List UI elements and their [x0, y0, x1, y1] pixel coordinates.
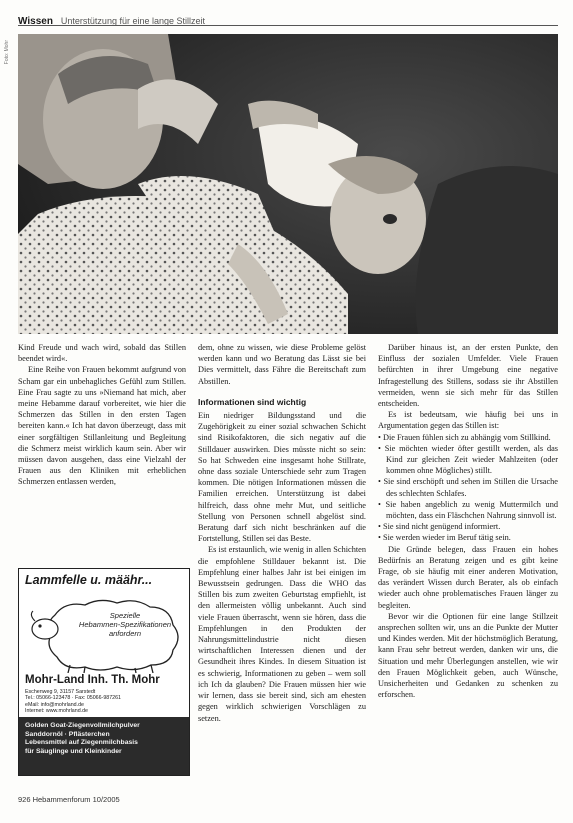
advertisement[interactable] [18, 568, 190, 776]
article-column-2 [198, 342, 366, 724]
mother-baby-photo [18, 34, 558, 334]
paragraph: Die Gründe belegen, dass Frauen ein hohes Bedürfnis an Beratung zeigen und es gibt keine Frage, ob sie häufig mit einer anderen Motivation, das verändert Wissen durch Berater, als ob einfach wieder auch ohne problematisches Frauen länger zu begleiten. [378, 544, 558, 610]
contact-website[interactable]: Internet: www.mohrland.de [25, 707, 89, 714]
paragraph: Ein niedriger Bildungsstand und die Zugehörigkeit zu einer sozial schwachen Schicht sind Risikofaktoren, die sich negativ auf die Stilldauer auswirken. Dies müsste nicht so sein: So hat Schweden eine insgesamt hohe Stillrate, ohne dass soziale Unterschiede sehr zum Tragen kommen. Die nötigen Informationen müssen die Familien erreichen. Unterstützung ist dabei hilfreich, dass ohne mehr Mut, und seitliche Stellung von Personen schnell abgelöst sind. Beratung darf sich nicht beschränken auf die Fortstellung, Stillen sei das Beste. [198, 411, 366, 544]
paragraph: Eine Reihe von Frauen bekommt aufgrund von Scham gar ein unbehagliches Gefühl zum Stillen. Eine Frau sagte zu uns »Niemand hat mich, aber meine Hebamme darauf vorbereitet, wie hier die Schmerzen das Stillen in den ersten Tagen bereiten kann.« Ich hat davon überzeugt, dass mit einer sorgfältigen Stillanleitung und Begleitung die Schmerz meist wirklich kaum sein. Aber wir müssen davon ausgehen, dass eine Vielzahl der Frauen aus den Kliniken mit erheblichen Schmerzen entlassen werden, [18, 365, 186, 487]
list-item: • Sie sind erschöpft und sehen im Stillen die Ursache des schlechten Schlafes. [378, 476, 558, 498]
contact-address: Eschenweg 9, 31157 Sarstedt [25, 689, 96, 695]
article-column-3 [378, 342, 558, 701]
paragraph: Kind Freude und wach wird, sobald das Stillen beendet wird«. [18, 343, 186, 364]
subheading: Informationen sind wichtig [198, 396, 307, 407]
list-item: • Sie möchten wieder öfter gestillt werden, als das Kind zur gleichen Zeit wieder Mahlzeiten (oder kommen ohne Mögliches) stillt. [378, 443, 558, 477]
ad-ribbon [77, 611, 173, 638]
paragraph: Darüber hinaus ist, an der ersten Punkte, den Einfluss der sozialen Umfelder. Viele Frauen befürchten in ihrer Umgebung eine negative Infragestellung des Stillens, sodass sie ihr Abstillen vermeiden, wenn sie sich mehr für das Stillen entscheiden. [378, 343, 558, 409]
paragraph: Es ist erstaunlich, wie wenig in allen Schichten die empfohlene Stilldauer bekannt ist. Die Empfehlung einer halbes Jahr ist bei einigen im Bewusstsein gedrungen. Dass die WHO das Stillen bis zum zweiten Geburtstag empfiehlt, ist den allermeisten völlig unbekannt. Auch sind viele Frauen überrascht, wenn sie hören, dass die Empfehlungen in den Produkten der Nahrungsmittelindustrie nicht diesen wirtschaftlichen Interessen dienen und der Gesundheit ihres Kindes. In diesem Situation ist es schwierig, Informationen zu geben – wem soll ich Ich da glauben? Die Frauen müssen hier wie wir lernen, dass sie bereit sind, sich am ehesten gegen wirklich schwierigen Vorschlägen zu setzen. [198, 545, 366, 723]
section-label: Wissen [18, 16, 53, 27]
list-item: • Die Frauen fühlen sich zu abhängig vom Stillkind. [378, 432, 558, 443]
section-subtitle: Unterstützung für eine lange Stillzeit [60, 16, 206, 26]
band-line: Lebensmittel auf Ziegenmilchbasis [25, 739, 138, 747]
band-line: Golden Goat-Ziegenvollmilchpulver [25, 722, 140, 729]
article-photo [18, 34, 558, 334]
list-item: • Sie werden wieder im Beruf tätig sein. [378, 532, 558, 543]
ribbon-line: Hebammen-Spezifikationen [78, 620, 172, 629]
contact-phone: Tel.: 05066-123478 · Fax: 05066-987261 [25, 695, 122, 702]
band-line: Sanddornöl · Pflästerchen [25, 730, 110, 738]
ad-contact [25, 689, 121, 714]
ad-headline: Lammfelle u. määhr... [25, 573, 153, 587]
ad-company: Mohr-Land Inh. Th. Mohr [25, 674, 160, 686]
paragraph: Bevor wir die Optionen für eine lange Stillzeit ansprechen sollten wir, uns an die Punkte der Mutter und Kindes werden. Mit der höchstmöglich Beratung, kann Frau sehr betreut werden, danken wir uns, die Situation und mehr Überlegungen anstellen, wie wir den Frauen Möglichkeit geben, auch Wünsche, Unsicherheiten und Gedanken zu schenken zu erforschen. [378, 611, 558, 700]
list-item: • Sie haben angeblich zu wenig Muttermilch und möchten, dass ein Fläschchen Nahrung sinnvoll ist. [378, 499, 558, 521]
list-item: • Sie sind nicht genügend informiert. [378, 521, 558, 532]
ribbon-line: anfordern [108, 629, 142, 638]
band-line: für Säuglinge und Kleinkinder [25, 747, 122, 755]
paragraph: Es ist bedeutsam, wie häufig bei uns in Argumentation gegen das Stillen ist: [378, 410, 558, 431]
ad-product-band [19, 717, 189, 775]
reasons-list [378, 432, 558, 544]
contact-email[interactable]: eMail: info@mohrland.de [25, 701, 84, 708]
ribbon-line: Spezielle [109, 611, 141, 620]
page-header [18, 11, 558, 26]
paragraph: dem, ohne zu wissen, wie diese Probleme gelöst werden kann und wo Beratung das Lässt sie bei Dies vermittelt, dass Fähre die Bereitschaft zum Abstillen. [198, 343, 366, 386]
page-footer: 926 Hebammenforum 10/2005 [18, 795, 120, 804]
photo-credit: Foto: Mohr [4, 40, 10, 65]
article-column-1 [18, 342, 186, 488]
